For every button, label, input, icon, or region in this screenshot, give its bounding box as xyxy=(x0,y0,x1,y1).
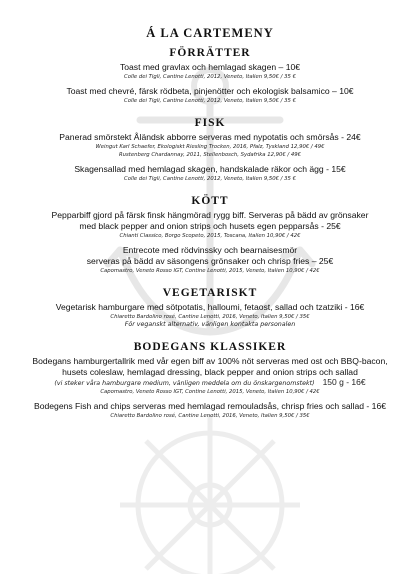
menu-item xyxy=(0,302,420,329)
wine-pairing: Rustenberg Chardannay, 2011, Stellenbosch, Sydafrika 12,90€ / 49€ xyxy=(119,152,301,158)
menu-title: Á LA CARTEMENY xyxy=(146,26,274,40)
section-heading: BODEGANS KLASSIKER xyxy=(133,341,287,353)
section-fisk xyxy=(0,117,420,183)
wine-pairing: Weingut Karl Schaefer, Ekologiskt Riesling Trocken, 2016, Pfalz, Tyskland 12,90€ / 49€ xyxy=(95,144,325,150)
section-kott xyxy=(0,195,420,275)
wine-pairing: Colle dei Tigli, Cantine Lenotti, 2012, Veneto, Italien 9,50€ / 35 € xyxy=(124,176,296,182)
menu-item xyxy=(0,86,420,105)
wine-pairing: Chianti Classico, Borgo Scopeto, 2015, Toscana, Italien 10,90€ / 42€ xyxy=(119,233,301,239)
wine-pairing: Capomastro, Veneto Rosso IGT, Contine Lenotti, 2015, Veneto, Italien 10,90€ / 42€ xyxy=(100,389,320,395)
item-description: Entrecote med rödvinssky och bearnaisesmör xyxy=(122,245,298,255)
wine-pairing: Capomastro, Veneto Rosso IGT, Contine Lenotti, 2015, Veneto, Italien 10,90€ / 42€ xyxy=(100,268,320,274)
item-description: Skagensallad med hemlagad skagen, handskalade räkor och ägg - 15€ xyxy=(74,164,346,174)
item-description: Pepparbiff gjord på färsk finsk hängmörad rygg biff. Serveras på bädd av grönsaker xyxy=(51,210,369,220)
section-forratter xyxy=(0,47,420,105)
wine-pairing: Colle dei Tigli, Cantine Lenotti, 2012, Veneto, Italien 9,50€ / 35 € xyxy=(124,74,296,80)
section-heading: FÖRRÄTTER xyxy=(169,47,251,59)
item-description: Toast med chevré, färsk rödbeta, pinjenötter och ekologisk balsamico – 10€ xyxy=(66,86,354,96)
section-heading: KÖTT xyxy=(191,195,229,207)
menu-item xyxy=(0,401,420,420)
item-description: Vegetarisk hamburgare med sötpotatis, halloumi, fetaost, sallad och tzatziki - 16€ xyxy=(55,302,365,312)
menu-item xyxy=(0,356,420,396)
wine-pairing: Chiaretto Bardolino rosé, Cantine Lenotti, 2016, Veneto, Italien 9,50€ / 35€ xyxy=(110,314,310,320)
wine-pairing: Colle dei Tigli, Cantine Lenotti, 2012, Veneto, Italien 9,50€ / 35 € xyxy=(124,98,296,104)
item-description: Bodegans hamburgertallrik med vår egen biff av 100% nöt serveras med ost och BBQ-bacon, xyxy=(32,356,388,366)
section-heading: VEGETARISKT xyxy=(162,287,258,299)
item-description: serveras på bädd av säsongens grönsaker och chrisp fries – 25€ xyxy=(86,256,334,266)
item-description: Panerad smörstekt Åländsk abborre serveras med nypotatis och smörsås - 24€ xyxy=(59,132,361,142)
item-description: Bodegens Fish and chips serveras med hemlagad remouladsås, chrisp fries och sallad - 16€ xyxy=(33,401,387,411)
item-description: med black pepper and onion strips och husets egen pepparsås - 25€ xyxy=(79,221,341,231)
menu-item xyxy=(0,210,420,240)
menu-item xyxy=(0,132,420,159)
wine-pairing: Chiaretto Bardolino rosé, Cantine Lenotti, 2016, Veneto, Italien 9,50€ / 35€ xyxy=(110,413,310,419)
item-description: husets coleslaw, hemlagad dressing, black pepper and onion strips och sallad xyxy=(62,367,358,377)
section-bodegans-klassiker xyxy=(0,341,420,420)
section-vegetariskt xyxy=(0,287,420,329)
menu-item xyxy=(0,164,420,183)
vegan-note: För veganskt alternativ, vänligen kontakta personalen xyxy=(124,321,296,328)
burger-price: 150 g - 16€ xyxy=(322,377,366,387)
burger-note-line xyxy=(0,378,420,388)
menu-item xyxy=(0,62,420,81)
item-description: Toast med gravlax och hemlagad skagen – 10€ xyxy=(119,62,301,72)
menu-item xyxy=(0,245,420,275)
burger-note: (vi steker våra hamburgare medium, vänligen meddela om du önskargenomstekt) xyxy=(54,380,315,387)
section-heading: FISK xyxy=(194,117,226,129)
